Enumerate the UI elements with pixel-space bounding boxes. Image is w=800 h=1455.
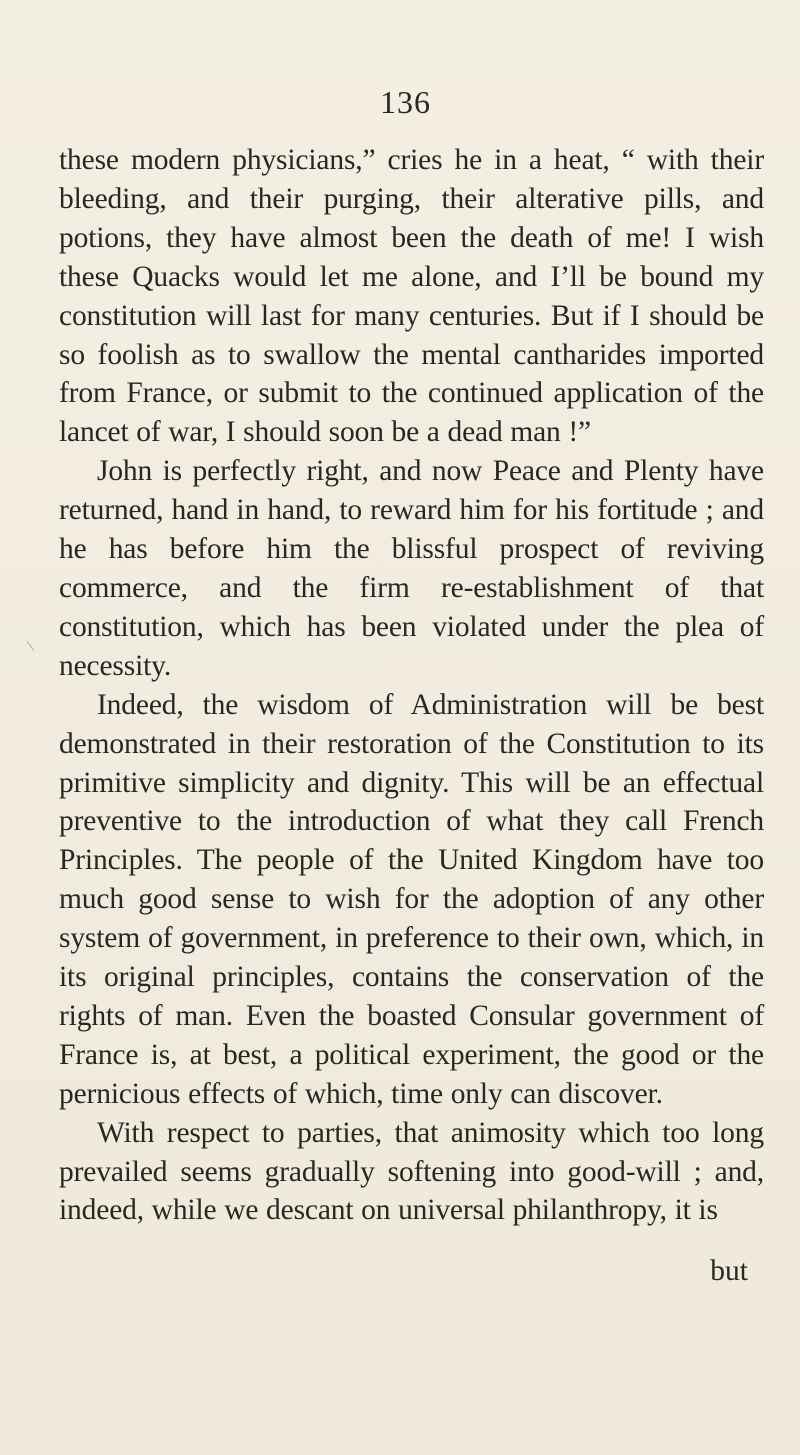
body-text	[59, 141, 764, 1230]
paragraph-3: Indeed, the wisdom of Administration will be best demonstrated in their restoration of the Constitution to its primitive simplicity and dignity. This will be an effectual preventive to the introduction of what they call French Principles. The people of the United Kingdom have too much good sense to wish for the adoption of any other system of government, in preference to their own, which, in its original principles, contains the conservation of the rights of man. Even the boasted Consular government of France is, at best, a political experiment, the good or the pernicious effects of which, time only can discover.	[59, 688, 764, 1110]
scan-mark	[27, 641, 35, 651]
paragraph-2: John is perfectly right, and now Peace and Plenty have returned, hand in hand, to reward him for his fortitude ; and he has before him the blissful prospect of reviving commerce, and the firm re-establishment of that constitution, which has been violated under the plea of necessity.	[59, 455, 764, 682]
page-number: 136	[380, 84, 431, 120]
paragraph-1: these modern physicians,” cries he in a heat, “ with their bleeding, and their purging, their alterative pills, and potions, they have almost been the death of me! I wish these Quacks would let me alone, and I’ll be bound my constitution will last for many centuries. But if I should be so foolish as to swallow the mental cantharides imported from France, or submit to the continued application of the lancet of war, I should soon be a dead man !”	[59, 144, 764, 449]
paragraph-4: With respect to parties, that animosity which too long prevailed seems gradually softening into good-will ; and, indeed, while we descant on universal philanthropy, it is	[59, 1116, 764, 1227]
catchword: but	[710, 1255, 748, 1287]
